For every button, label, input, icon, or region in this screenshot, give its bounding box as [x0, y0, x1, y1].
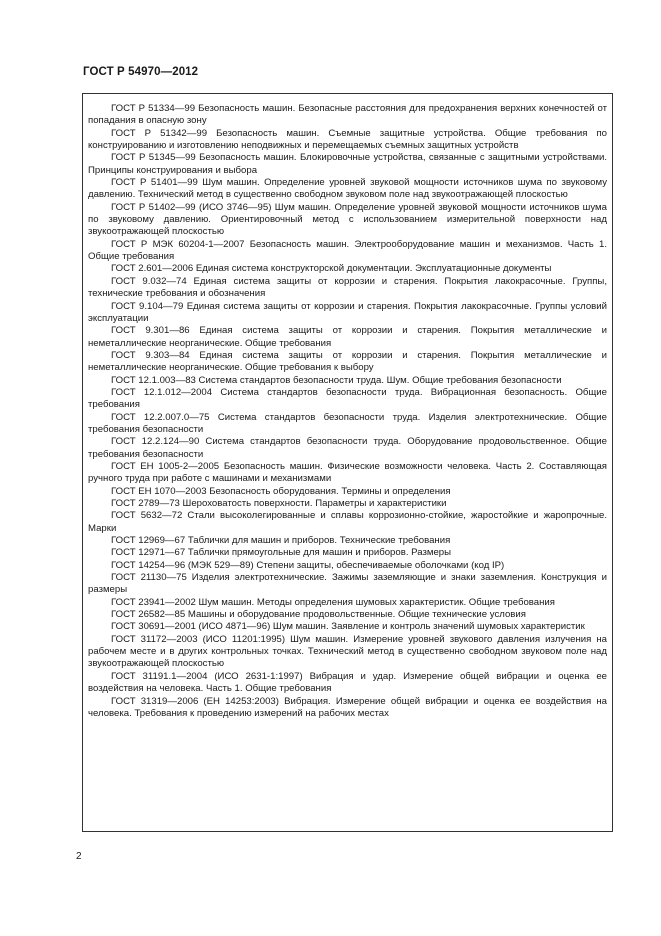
reference-item: ГОСТ 2789—73 Шероховатость поверхности. Параметры и характеристики	[111, 498, 447, 509]
reference-item: ГОСТ 30691—2001 (ИСО 4871—96) Шум машин. Заявление и контроль значений шумовых характеристик	[111, 621, 585, 633]
reference-item: ГОСТ 12.2.124—90 Система стандартов безопасности труда. Оборудование продовольственное. Общие требования безопасности	[88, 436, 607, 460]
reference-item: ГОСТ 12969—67 Таблички для машин и приборов. Технические требования	[111, 535, 451, 547]
reference-item: ГОСТ Р 51345—99 Безопасность машин. Блокировочные устройства, связанные с защитными устройствами. Принципы конструирования и выбора	[88, 152, 607, 176]
reference-item: ГОСТ 31191.1—2004 (ИСО 2631-1:1997) Вибрация и удар. Измерение общей вибрации и оценка ее воздействия на человека. Часть 1. Общие требования	[88, 670, 607, 695]
reference-item: ГОСТ 12.2.007.0—75 Система стандартов безопасности труда. Изделия электротехнические. Общие требования безопасности	[88, 411, 607, 435]
reference-item: ГОСТ 2.601—2006 Единая система конструкторской документации. Эксплуатационные документы	[111, 263, 552, 275]
reference-item: ГОСТ 23941—2002 Шум машин. Методы определения шумовых характеристик. Общие требования	[111, 596, 555, 608]
reference-item: ГОСТ Р МЭК 60204-1—2007 Безопасность машин. Электрооборудование машин и механизмов. Часть 1. Общие требования	[88, 238, 607, 263]
reference-item: ГОСТ ЕН 1005-2—2005 Безопасность машин. Физические возможности человека. Часть 2. Составляющая ручного труда при работе с машинами и механизмами	[88, 460, 607, 485]
reference-item: ГОСТ Р 51334—99 Безопасность машин. Безопасные расстояния для предохранения верхних конечностей от попадания в опасную зону	[88, 103, 607, 127]
reference-item: ГОСТ 26582—85 Машины и оборудование продовольственные. Общие технические условия	[111, 609, 526, 621]
reference-item: ГОСТ 9.104—79 Единая система защиты от коррозии и старения. Покрытия лакокрасочные. Группы условий эксплуатации	[88, 300, 607, 324]
reference-item: ГОСТ 31172—2003 (ИСО 11201:1995) Шум машин. Измерение уровней звукового давления излучения на рабочем месте и в других контрольных точках. Технический метод в существенно свободном звуковом поле над звукоотражающей плоскостью	[88, 633, 607, 670]
reference-item: ГОСТ ЕН 1070—2003 Безопасность оборудования. Термины и определения	[111, 485, 451, 497]
document-header: ГОСТ Р 54970—2012	[83, 66, 199, 78]
reference-item: ГОСТ 14254—96 (МЭК 529—89) Степени защиты, обеспечиваемые оболочками (код IP)	[111, 559, 505, 571]
reference-item: ГОСТ 12.1.012—2004 Система стандартов безопасности труда. Вибрационная безопасность. Общие требования	[88, 386, 607, 411]
reference-item: ГОСТ 9.301—86 Единая система защиты от коррозии и старения. Покрытия металлические и неметаллические неорганические. Общие требования	[88, 325, 607, 349]
reference-item: ГОСТ 12.1.003—83 Система стандартов безопасности труда. Шум. Общие требования безопасности	[111, 374, 562, 386]
page-number: 2	[76, 851, 82, 862]
reference-item: ГОСТ 5632—72 Стали высоколегированные и сплавы коррозионно-стойкие, жаростойкие и жаропрочные. Марки	[88, 510, 607, 534]
normative-references-box	[82, 93, 613, 832]
reference-item: ГОСТ 31319—2006 (ЕН 14253:2003) Вибрация. Измерение общей вибрации и оценка ее воздействия на человека. Требования к проведению измерений на рабочих местах	[88, 695, 607, 719]
reference-item: ГОСТ 9.303—84 Единая система защиты от коррозии и старения. Покрытия металлические и неметаллические неорганические. Общие требования к выбору	[88, 349, 607, 374]
reference-item: ГОСТ 12971—67 Таблички прямоугольные для машин и приборов. Размеры	[111, 547, 452, 559]
normative-references-list	[88, 103, 607, 720]
reference-item: ГОСТ Р 51401—99 Шум машин. Определение уровней звуковой мощности источников шума по звуковому давлению. Технический метод в существенно свободном звуковом поле над звукоотражающей плоскостью	[88, 177, 607, 201]
reference-item: ГОСТ Р 51342—99 Безопасность машин. Съемные защитные устройства. Общие требования по конструированию и изготовлению неподвижных и перемещаемых съемных защитных устройств	[88, 127, 607, 152]
reference-item: ГОСТ Р 51402—99 (ИСО 3746—95) Шум машин. Определение уровней звуковой мощности источников шума по звуковому давлению. Ориентировочный метод с использованием измерительной поверхности над звукоотражающей плоскостью	[88, 201, 607, 238]
reference-item: ГОСТ 21130—75 Изделия электротехнические. Зажимы заземляющие и знаки заземления. Конструкция и размеры	[88, 572, 607, 596]
reference-item: ГОСТ 9.032—74 Единая система защиты от коррозии и старения. Покрытия лакокрасочные. Группы, технические требования и обозначения	[88, 275, 607, 300]
